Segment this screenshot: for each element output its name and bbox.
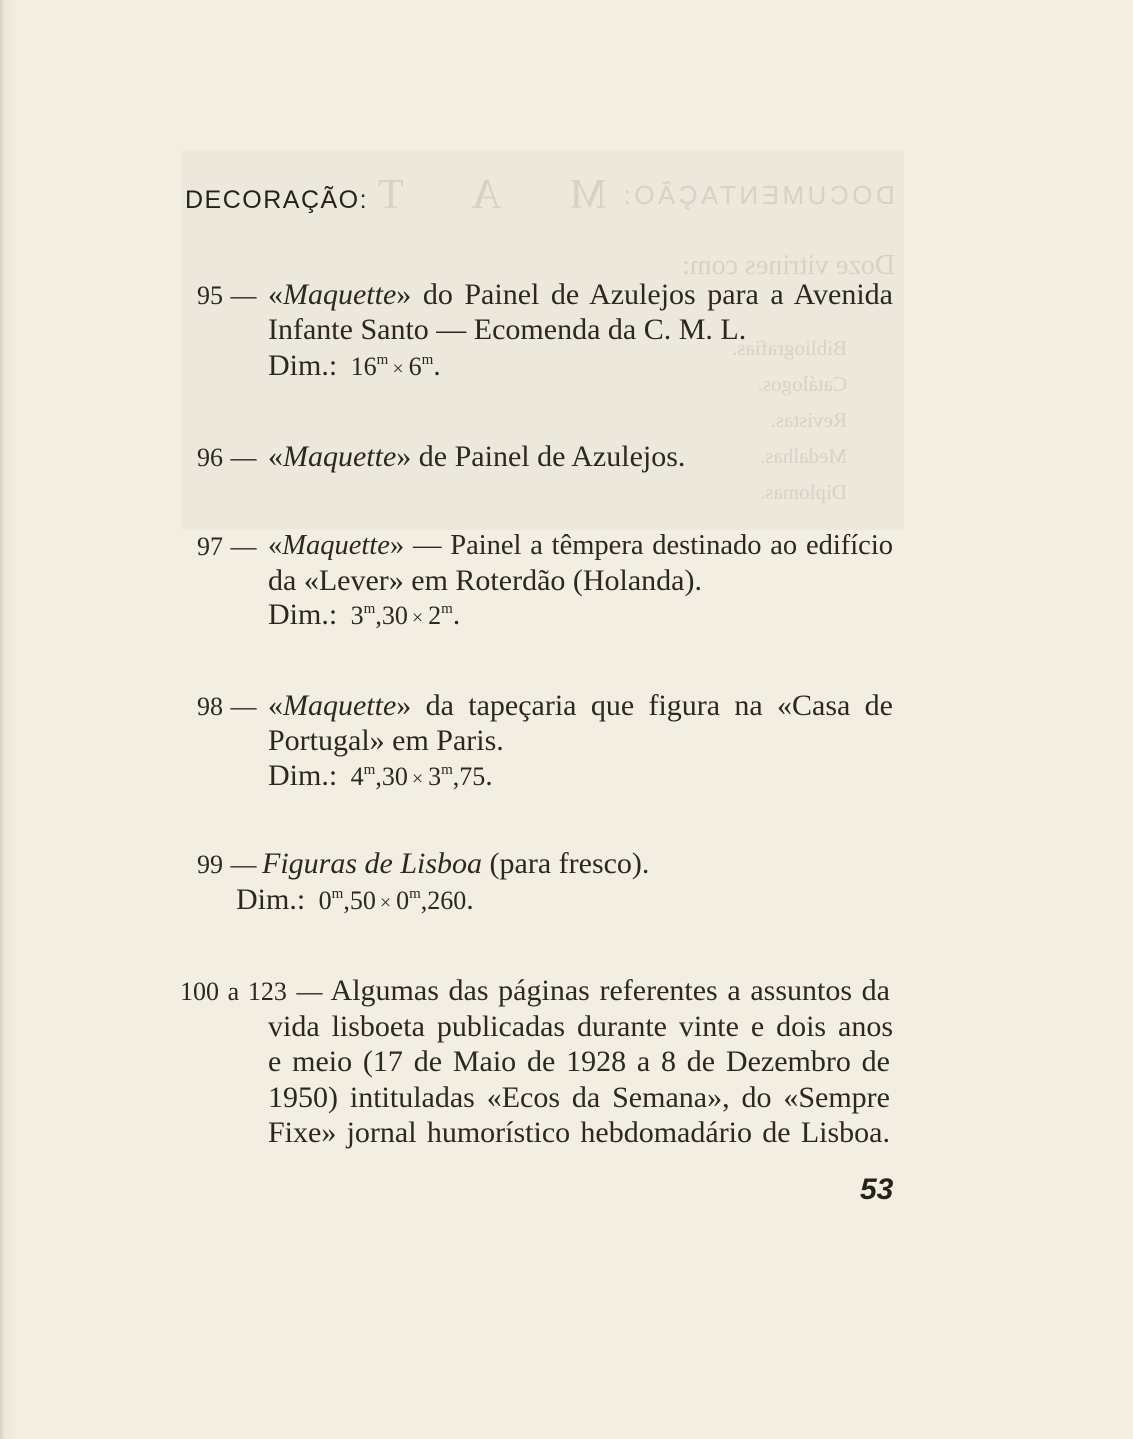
dim-value: 3 [428, 762, 442, 791]
em-dash: — [230, 443, 257, 472]
entry-number-label [197, 688, 257, 723]
dim-value: 0 [396, 886, 410, 915]
show-through-intro: Doze vitrines com: [682, 250, 896, 281]
show-through-item: Revistas. [770, 408, 847, 432]
entry-95-line-2: Infante Santo — Ecomenda da C. M. L. [268, 313, 747, 346]
entry-98-dimensions [268, 758, 493, 793]
entry-text: — Painel a têmpera destinado ao edifício [412, 530, 893, 561]
dim-unit: m [363, 762, 376, 778]
section-heading: DECORAÇÃO: [185, 186, 369, 214]
entry-98-line-1 [268, 688, 893, 723]
dim-unit: m [331, 886, 344, 902]
entry-100-line-5: Fixe» jornal humorístico hebdomadário de Lisboa. [268, 1116, 890, 1149]
quote-open: « [268, 278, 283, 311]
dim-unit: m [376, 352, 389, 368]
entry-number: 99 [197, 850, 223, 879]
entry-text: de Painel de Azulejos. [418, 440, 686, 473]
entry-95-dimensions [268, 348, 441, 383]
entry-number-label [197, 528, 257, 563]
dim-label: Dim.: [268, 759, 338, 792]
entry-100-line-1 [180, 973, 890, 1008]
dim-fraction: ,75 [452, 762, 486, 791]
entry-97-line-2: da «Lever» em Roterdão (Holanda). [268, 564, 702, 597]
dim-value: 6 [408, 352, 422, 381]
work-title: Maquette [282, 530, 390, 561]
entry-100-line-2: vida lisboeta publicadas durante vinte e dois anos [268, 1010, 893, 1043]
entry-number-label [197, 846, 257, 881]
quote-close: » [396, 440, 412, 473]
dim-fraction: ,30 [375, 601, 408, 630]
entry-97-line-1 [268, 528, 893, 563]
entry-98-line-2: Portugal» em Paris. [268, 724, 504, 757]
times-sign: × [411, 768, 424, 790]
dim-unit: m [363, 601, 376, 617]
quote-open: « [268, 689, 283, 722]
times-sign: × [411, 607, 424, 629]
show-through-item: Bibliografias. [732, 336, 847, 360]
show-through-item: Catálogos. [757, 372, 847, 396]
quote-open: « [268, 530, 283, 561]
entry-text: (para fresco). [489, 847, 650, 880]
dim-end: . [485, 759, 493, 792]
em-dash: — [296, 977, 323, 1006]
entry-number: 98 [197, 692, 223, 721]
dim-label: Dim.: [268, 598, 338, 631]
entry-100-line-3: e meio (17 de Maio de 1928 a 8 de Dezembro de [268, 1045, 890, 1078]
entry-95-line-1 [268, 277, 893, 312]
dim-unit: m [409, 886, 421, 902]
dim-value: 0 [318, 886, 332, 915]
work-title: Maquette [283, 440, 397, 473]
quote-close: » [389, 530, 405, 561]
page-number: 53 [860, 1173, 894, 1206]
work-title: Maquette [283, 278, 397, 311]
entry-number: 100 a 123 [180, 977, 287, 1006]
quote-open: « [268, 440, 283, 473]
entry-text: do Painel de Azulejos para a Avenida [422, 278, 893, 311]
entry-99-line-1 [262, 846, 649, 881]
dim-value: 2 [428, 601, 442, 630]
times-sign: × [392, 358, 404, 380]
work-title: Maquette [283, 689, 397, 722]
em-dash: — [230, 692, 257, 721]
entry-text: Algumas das páginas referentes a assuntos da [330, 974, 890, 1007]
quote-close: » [396, 278, 412, 311]
entry-number: 97 [197, 532, 223, 561]
entry-number: 96 [197, 443, 223, 472]
dim-fraction: ,50 [343, 886, 376, 915]
entry-text: da tapeçaria que figura na «Casa de [425, 689, 893, 722]
em-dash: — [230, 850, 257, 879]
dim-value: 4 [350, 762, 364, 791]
dim-end: . [466, 883, 474, 916]
em-dash: — [230, 532, 257, 561]
dim-unit: m [441, 762, 453, 778]
entry-number: 95 [197, 281, 223, 310]
show-through-item: Diplomas. [760, 480, 847, 504]
dim-unit: m [421, 352, 434, 368]
em-dash: — [230, 281, 257, 310]
entry-number-label [197, 439, 257, 474]
show-through-list [732, 330, 847, 510]
show-through-title-letters: M A T [378, 172, 607, 218]
dim-end: . [433, 349, 441, 382]
entry-99-dimensions [236, 882, 474, 917]
show-through-item: Medalhas. [760, 444, 847, 468]
work-title: Figuras de Lisboa [262, 847, 483, 880]
show-through-title: DOCUMENTAÇÃO: [620, 180, 895, 210]
dim-fraction: ,30 [375, 762, 408, 791]
times-sign: × [379, 892, 392, 914]
dim-label: Dim.: [236, 883, 306, 916]
entry-number-label [197, 277, 257, 312]
dim-fraction: ,260 [420, 886, 467, 915]
entry-100-line-4: 1950) intituladas «Ecos da Semana», do «Sempre [268, 1081, 890, 1114]
entry-97-dimensions [268, 597, 460, 632]
dim-unit: m [441, 601, 453, 617]
quote-close: » [396, 689, 412, 722]
dim-value: 3 [350, 601, 364, 630]
entry-96-line-1 [268, 439, 685, 474]
dim-end: . [452, 598, 461, 631]
dim-value: 16 [350, 352, 377, 381]
dim-label: Dim.: [268, 349, 338, 382]
